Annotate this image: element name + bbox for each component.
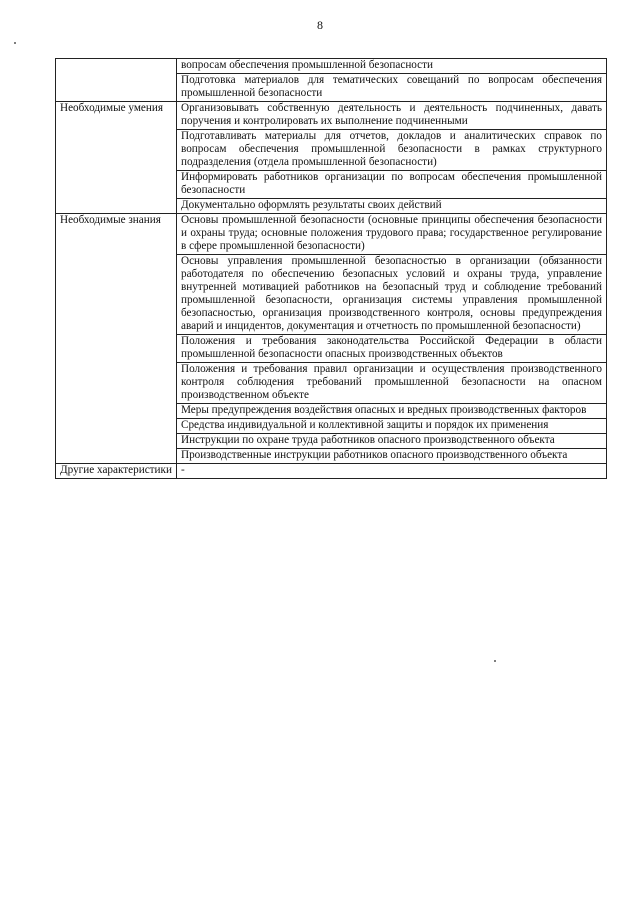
table-cell: - bbox=[177, 464, 607, 479]
table-cell: Инструкции по охране труда работников опасного производственного объекта bbox=[177, 434, 607, 449]
table-cell: Положения и требования правил организации и осуществления производственного контроля соблюдения требований промышленной безопасности на опасном производственном объекте bbox=[177, 363, 607, 404]
table-cell: Меры предупреждения воздействия опасных и вредных производственных факторов bbox=[177, 404, 607, 419]
table-cell: Основы промышленной безопасности (основные принципы обеспечения безопасности и охраны труда; основные положения трудового права; государственное регулирование в сфере промышленной безопасности) bbox=[177, 214, 607, 255]
scan-speck bbox=[14, 42, 16, 44]
table-cell: Подготавливать материалы для отчетов, докладов и аналитических справок по вопросам обеспечения промышленной безопасности в рамках структурного подразделения (отдела промышленной безопасности) bbox=[177, 130, 607, 171]
requirements-table bbox=[55, 58, 607, 479]
table-row bbox=[56, 59, 607, 74]
table-cell: Средства индивидуальной и коллективной защиты и порядок их применения bbox=[177, 419, 607, 434]
table-cell: Подготовка материалов для тематических совещаний по вопросам обеспечения промышленной безопасности bbox=[177, 74, 607, 102]
table-cell: Организовывать собственную деятельность и деятельность подчиненных, давать поручения и контролировать их выполнение подчиненными bbox=[177, 102, 607, 130]
table-row bbox=[56, 102, 607, 130]
row-label bbox=[56, 59, 177, 102]
page-number: 8 bbox=[317, 18, 323, 32]
table-cell: Производственные инструкции работников опасного производственного объекта bbox=[177, 449, 607, 464]
row-label: Необходимые умения bbox=[56, 102, 177, 214]
table-cell: Основы управления промышленной безопасностью в организации (обязанности работодателя по обеспечению безопасных условий и охраны труда, управление внутренней мотивацией работников на безопасный труд и соблюдение требований промышленной безопасности, организация системы управления промышленной безопасностью, организация производственного контроля, основы предупреждения аварий и инцидентов, документация и отчетность по промышленной безопасности) bbox=[177, 255, 607, 335]
table-row bbox=[56, 464, 607, 479]
table-row bbox=[56, 214, 607, 255]
row-label: Необходимые знания bbox=[56, 214, 177, 464]
table-cell: Положения и требования законодательства Российской Федерации в области промышленной безопасности опасных производственных объектов bbox=[177, 335, 607, 363]
table-cell: вопросам обеспечения промышленной безопасности bbox=[177, 59, 607, 74]
table-cell: Информировать работников организации по вопросам обеспечения промышленной безопасности bbox=[177, 171, 607, 199]
row-label: Другие характеристики bbox=[56, 464, 177, 479]
table-cell: Документально оформлять результаты своих действий bbox=[177, 199, 607, 214]
scan-speck bbox=[494, 660, 496, 662]
